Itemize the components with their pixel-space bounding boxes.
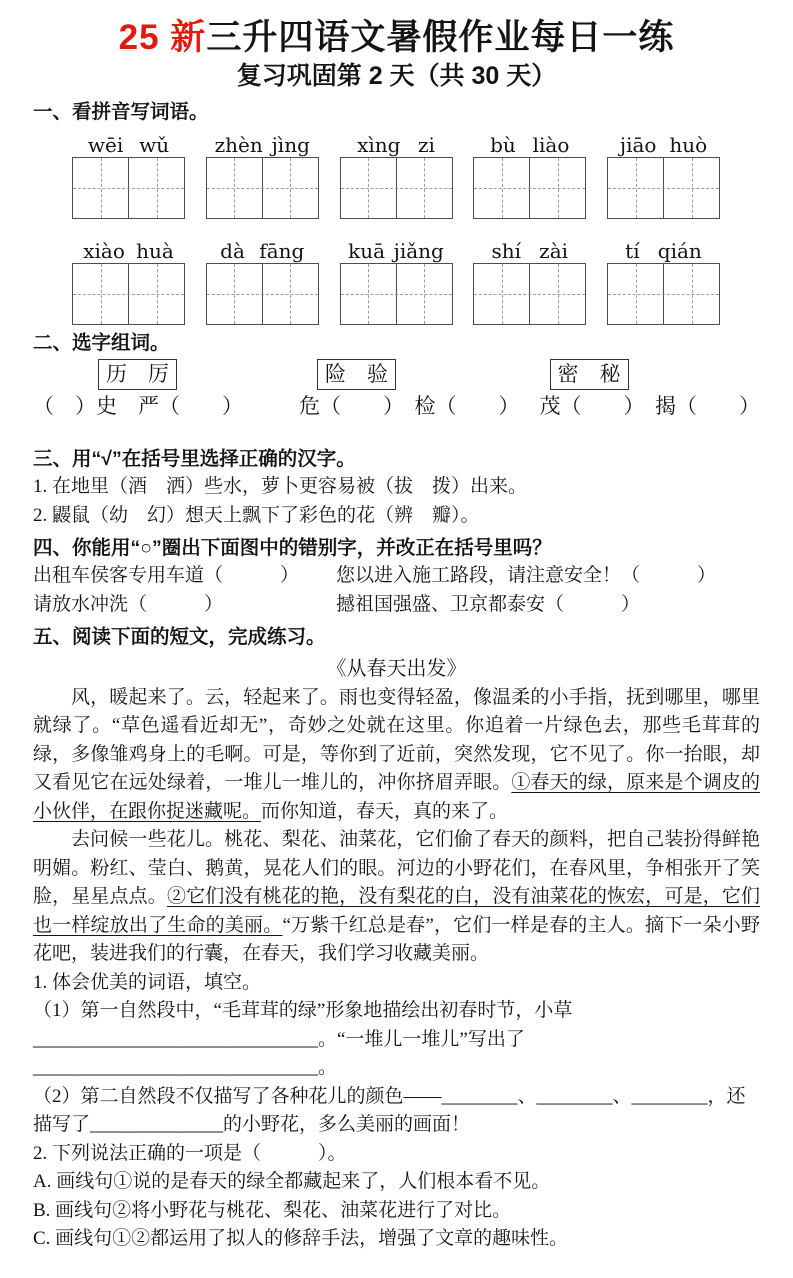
question-1-2: （2）第二自然段不仅描写了各种花儿的颜色——________、________、________，还描写了______________的小野花，多么美丽的画面！ (33, 1085, 746, 1136)
typo-row (33, 591, 760, 620)
grid-cell (262, 264, 318, 324)
char-choice-groups (33, 359, 760, 421)
pinyin-syllable: wǔ (139, 132, 170, 157)
pinyin-word-group (340, 233, 453, 325)
section-3-heading: 三、用“√”在括号里选择正确的汉字。 (33, 447, 356, 470)
typo-row (33, 562, 760, 591)
pinyin-syllable: wēi (87, 132, 124, 157)
pinyin-row-2 (72, 233, 720, 325)
writing-grid (72, 263, 185, 325)
grid-cell (73, 158, 128, 218)
grid-cell (341, 158, 396, 218)
typo-sign-text: 撼祖国强盛、卫京都泰安（ ） (336, 593, 641, 615)
writing-grid (473, 263, 586, 325)
grid-cell (608, 158, 663, 218)
pinyin-label (607, 127, 720, 156)
grid-cell (663, 264, 719, 324)
char-pair-words: （ ）史 严（ ） (33, 393, 243, 418)
page-title (33, 16, 760, 60)
question-1: 1. 体会优美的词语，填空。 (33, 971, 262, 993)
pinyin-label (607, 233, 720, 262)
grid-cell (396, 264, 452, 324)
grid-cell (529, 264, 585, 324)
grid-cell (128, 264, 184, 324)
grid-cell (73, 264, 128, 324)
section-3-item: 2. 鼹鼠（幼 幻）想天上飘下了彩色的花（辨 瓣）。 (33, 504, 480, 526)
pinyin-syllable: zài (539, 238, 569, 263)
question-2-option-c: C. 画线句①②都运用了拟人的修辞手法，增强了文章的趣味性。 (33, 1228, 569, 1250)
pinyin-syllable: bù (490, 132, 516, 157)
grid-cell (396, 158, 452, 218)
writing-grid (206, 157, 319, 219)
passage-paragraph-2 (33, 826, 760, 969)
pinyin-syllable: kuā (348, 238, 386, 263)
grid-cell (262, 158, 318, 218)
pinyin-word-group (206, 233, 319, 325)
typo-sign-text: 出租车侯客专用车道（ ） (33, 565, 300, 587)
pinyin-row-1 (72, 127, 720, 219)
grid-cell (529, 158, 585, 218)
grid-cell (474, 264, 529, 324)
typo-sign-text: 请放水冲洗（ ） (33, 593, 224, 615)
question-2-option-b: B. 画线句②将小野花与桃花、梨花、油菜花进行了对比。 (33, 1199, 512, 1221)
pinyin-label (206, 233, 319, 262)
underlined-sentence: ②它们没有桃花的艳，没有梨花的白，没有油菜花的恢宏，可是，它们也一样绽放出了生命的美丽。 (33, 886, 760, 936)
grid-cell (341, 264, 396, 324)
grid-cell (474, 158, 529, 218)
pinyin-label (72, 233, 185, 262)
char-choice-group (33, 359, 291, 421)
pinyin-word-group (473, 127, 586, 219)
writing-grid (607, 263, 720, 325)
pinyin-word-group (473, 233, 586, 325)
pinyin-syllable: qián (657, 238, 702, 263)
writing-grid (340, 263, 453, 325)
char-pair-words: 危（ ） 检（ ） (298, 393, 520, 418)
pinyin-syllable: huò (669, 132, 708, 157)
char-pair-box: 密 秘 (550, 359, 629, 390)
passage-text: “万紫千红总是春”，它们一样是春的主人。摘下一朵小野花吧，装进我们的行囊，在春天，我们学习收藏美丽。 (33, 914, 760, 965)
pinyin-syllable: shí (491, 238, 521, 263)
pinyin-label (473, 127, 586, 156)
passage-text: 去问候一些花儿。桃花、梨花、油菜花，它们偷了春天的颜料，把自己装扮得鲜艳明媚。粉红、莹白、鹅黄，晃花人们的眼。河边的小野花们，在春风里，争相张开了笑脸，星星点点。 (33, 829, 760, 908)
title-main-part: 三升四语文暑假作业每日一练 (206, 18, 675, 57)
char-choice-group (538, 359, 761, 421)
pinyin-label (473, 233, 586, 262)
typo-sign-text: 您以进入施工路段，请注意安全！（ ） (336, 565, 717, 587)
grid-cell (207, 264, 262, 324)
section-2-heading: 二、选字组词。 (33, 331, 170, 354)
pinyin-syllable: jiāo (619, 132, 657, 157)
grid-cell (128, 158, 184, 218)
char-choice-group (291, 359, 538, 421)
pinyin-word-group (72, 233, 185, 325)
pinyin-syllable: zi (417, 132, 435, 157)
passage-text: 而你知道，春天，真的来了。 (261, 800, 509, 822)
pinyin-syllable: dà (220, 238, 245, 263)
char-pair-words: 茂（ ） 揭（ ） (539, 393, 760, 418)
pinyin-word-group (607, 233, 720, 325)
grid-cell (663, 158, 719, 218)
pinyin-label (340, 127, 453, 156)
underlined-sentence: ①春天的绿，原来是个调皮的小伙伴，在跟你捉迷藏呢。 (33, 772, 760, 822)
question-2-option-a: A. 画线句①说的是春天的绿全都藏起来了，人们根本看不见。 (33, 1171, 551, 1193)
pinyin-word-group (206, 127, 319, 219)
writing-grid (607, 157, 720, 219)
grid-cell (608, 264, 663, 324)
section-5-heading: 五、阅读下面的短文，完成练习。 (33, 626, 326, 649)
question-2: 2. 下列说法正确的一项是（ ）。 (33, 1142, 347, 1164)
writing-grid (473, 157, 586, 219)
pinyin-label (340, 233, 453, 262)
pinyin-syllable: huà (136, 238, 174, 263)
question-1-1: （1）第一自然段中，“毛茸茸的绿”形象地描绘出初春时节，小草______________________________。“一堆儿一堆儿”写出了______________________________。 (33, 1000, 573, 1079)
passage-title: 《从春天出发》 (326, 657, 467, 680)
pinyin-syllable: xìng (357, 132, 401, 157)
pinyin-syllable: jiǎng (393, 238, 444, 263)
pinyin-syllable: tí (625, 238, 640, 263)
pinyin-label (72, 127, 185, 156)
section-3-item: 1. 在地里（酒 洒）些水，萝卜更容易被（拔 拨）出来。 (33, 476, 528, 498)
pinyin-syllable: fāng (259, 238, 305, 263)
writing-grid (206, 263, 319, 325)
pinyin-word-group (340, 127, 453, 219)
char-pair-box: 历 厉 (98, 359, 177, 390)
writing-grid (72, 157, 185, 219)
pinyin-syllable: jìng (271, 132, 310, 157)
section-1-heading: 一、看拼音写词语。 (33, 101, 209, 124)
grid-cell (207, 158, 262, 218)
passage-text: 风，暖起来了。云，轻起来了。雨也变得轻盈，像温柔的小手指，抚到哪里，哪里就绿了。“草色遥看近却无”，奇妙之处就在这里。你追着一片绿色去，那些毛茸茸的绿，多像雏鸡身上的毛啊。可是，等你到了近前，突然发现，它不见了。你一抬眼，却又看见它在远处绿着，一堆儿一堆儿的，冲你挤眉弄眼。 (33, 686, 760, 794)
pinyin-word-group (607, 127, 720, 219)
section-4-heading: 四、你能用“○”圈出下面图中的错别字，并改正在括号里吗？ (33, 537, 552, 560)
char-pair-box: 险 验 (317, 359, 396, 390)
pinyin-syllable: zhèn (214, 132, 263, 157)
pinyin-word-group (72, 127, 185, 219)
page-subtitle: 复习巩固第 2 天（共 30 天） (236, 61, 557, 90)
pinyin-syllable: xiào (83, 238, 125, 263)
writing-grid (340, 157, 453, 219)
pinyin-syllable: liào (532, 132, 570, 157)
passage-paragraph-1 (33, 684, 760, 827)
pinyin-label (206, 127, 319, 156)
title-red-part: 25 新 (118, 18, 207, 57)
